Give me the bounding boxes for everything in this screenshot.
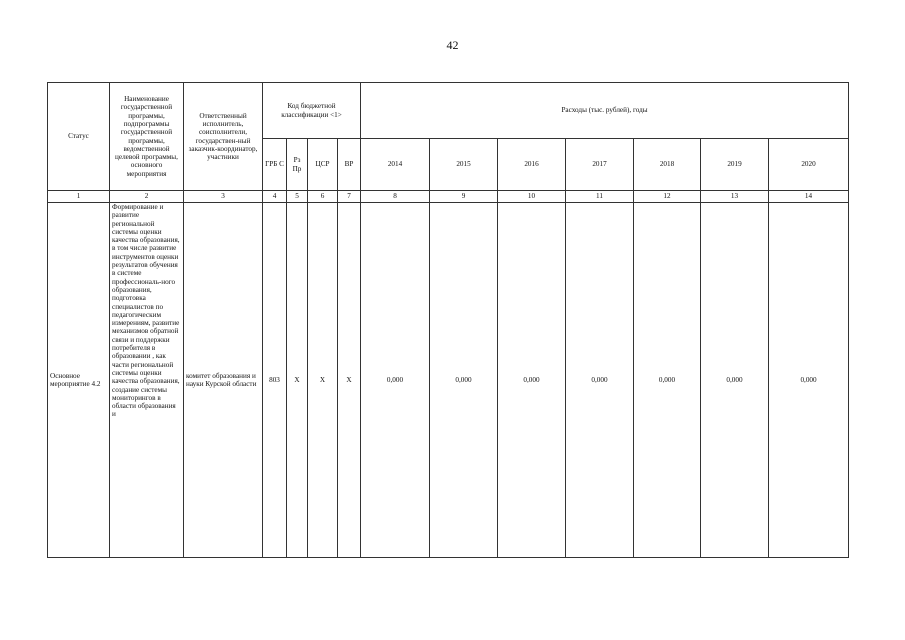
- header-grbs: ГРБ С: [263, 139, 287, 191]
- header-status: Статус: [48, 83, 110, 191]
- row-value: 0,000: [498, 203, 566, 558]
- column-number: 2: [110, 191, 184, 203]
- header-year: 2020: [769, 139, 849, 191]
- header-program-name: Наименование государственной программы, подпрограммы государственной программы, ведомственной целевой программы, основного мероприятия: [110, 83, 184, 191]
- column-number: 13: [701, 191, 769, 203]
- header-year: 2018: [634, 139, 701, 191]
- row-value: 0,000: [361, 203, 430, 558]
- column-number: 7: [338, 191, 361, 203]
- column-number: 8: [361, 191, 430, 203]
- header-year: 2017: [566, 139, 634, 191]
- row-status: Основное мероприятие 4.2: [48, 203, 110, 558]
- header-vr: ВР: [338, 139, 361, 191]
- header-expenses: Расходы (тыс. рублей), годы: [361, 83, 849, 139]
- table-row: [48, 203, 849, 558]
- header-rzpr: Рз Пр: [287, 139, 308, 191]
- column-number: 1: [48, 191, 110, 203]
- column-number: 10: [498, 191, 566, 203]
- row-executor: комитет образования и науки Курской области: [184, 203, 263, 558]
- column-number: 9: [430, 191, 498, 203]
- column-number: 11: [566, 191, 634, 203]
- header-budget-code: Код бюджетной классификации <1>: [263, 83, 361, 139]
- column-number: 6: [308, 191, 338, 203]
- row-name: Формирование и развитие региональной системы оценки качества образования, в том числе развитие инструментов оценки результатов обучения в системе профессиональ-ного образования, подготовка специалистов по педагогическим измерениям, развитие механизмов обратной связи и поддержки потребителя в образовании , как части региональной системы оценки качества образования, создание системы мониторингов в области образования и: [110, 203, 184, 558]
- header-year: 2014: [361, 139, 430, 191]
- row-rzpr: X: [287, 203, 308, 558]
- header-csr: ЦСР: [308, 139, 338, 191]
- row-vr: X: [338, 203, 361, 558]
- row-value: 0,000: [769, 203, 849, 558]
- page-number: 42: [446, 38, 459, 52]
- header-executor: Ответственный исполнитель, соисполнители, государствен-ный заказчик-координатор, участники: [184, 83, 263, 191]
- header-year: 2015: [430, 139, 498, 191]
- column-number: 3: [184, 191, 263, 203]
- row-csr: X: [308, 203, 338, 558]
- column-number: 12: [634, 191, 701, 203]
- header-year: 2019: [701, 139, 769, 191]
- column-number: 5: [287, 191, 308, 203]
- row-value: 0,000: [701, 203, 769, 558]
- row-value: 0,000: [430, 203, 498, 558]
- row-grbs: 803: [263, 203, 287, 558]
- row-value: 0,000: [634, 203, 701, 558]
- column-number-row: [48, 191, 849, 203]
- header-year: 2016: [498, 139, 566, 191]
- budget-table: [47, 82, 849, 558]
- column-number: 4: [263, 191, 287, 203]
- row-value: 0,000: [566, 203, 634, 558]
- column-number: 14: [769, 191, 849, 203]
